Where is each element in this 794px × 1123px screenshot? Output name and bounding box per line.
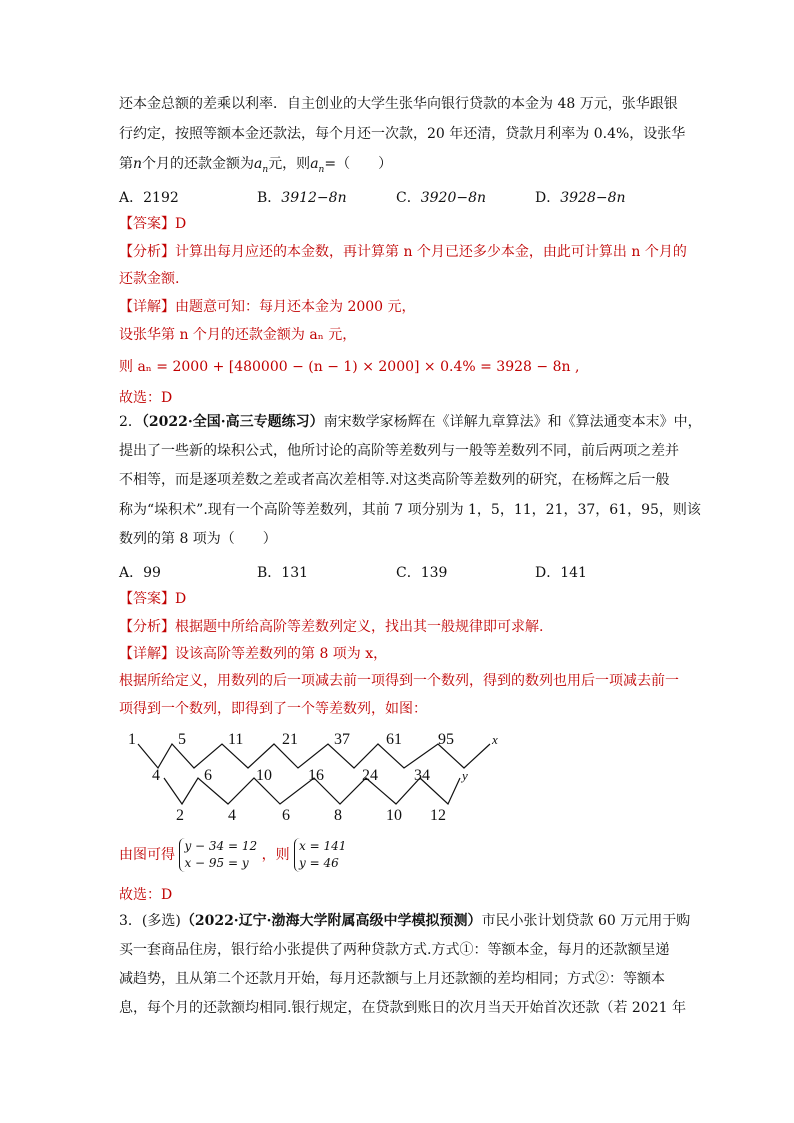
diagram-row1-term-1: 5 (178, 731, 186, 748)
q1-answer: 【答案】D (119, 216, 187, 232)
diagram-row2-term-1: 6 (204, 767, 212, 784)
diagram-row1-term-7: x (492, 732, 498, 747)
diagram-row2-term-4: 24 (362, 767, 378, 784)
q1-detail-1: 【详解】由题意可知：每月还本金为 2000 元， (119, 299, 416, 315)
difference-diagram (118, 722, 508, 830)
diagram-row2-term-3: 16 (308, 767, 324, 784)
diagram-row1-term-6: 95 (438, 731, 454, 748)
q1-analysis-1: 【分析】计算出每月应还的本金数，再计算第 n 个月已还多少本金，由此可计算出 n 个月的 (119, 244, 687, 260)
diagram-row2-term-0: 4 (152, 767, 160, 784)
diagram-row3-term-2: 6 (282, 807, 290, 824)
q1-option-c: C．3920−8n (396, 190, 487, 206)
diagram-row2-term-6: y (462, 768, 468, 783)
q2-line-4: 称为“垛积术”.现有一个高阶等差数列，其前 7 项分别为 1，5，11，21，37，61，95，则该 (119, 502, 701, 518)
diagram-row3-term-5: 12 (430, 807, 446, 824)
diagram-row1-term-3: 21 (282, 731, 298, 748)
q3-line-1: 3．(多选)（2022·辽宁·渤海大学附属高级中学模拟预测）市民小张计划贷款 60 万元用于购 (119, 913, 691, 929)
q2-option-c: C．139 (396, 565, 448, 581)
diagram-row2-term-2: 10 (256, 767, 272, 784)
q1-line-3: 第n个月的还款金额为$a_n$元，则$a_n=$（ ） (119, 156, 393, 175)
diagram-row1-term-4: 37 (334, 731, 350, 748)
diagram-row1-term-2: 11 (228, 731, 244, 748)
diagram-row3-term-0: 2 (176, 807, 184, 824)
q1-line-1: 还本金总额的差乘以利率．自主创业的大学生张华向银行贷款的本金为 48 万元，张华跟银 (119, 96, 678, 112)
q2-line-1: 2．（2022·全国·高三专题练习）南宋数学家杨辉在《详解九章算法》和《算法通变本末》中， (119, 414, 702, 430)
diagram-row1-term-5: 61 (386, 731, 402, 748)
q2-line-5: 数列的第 8 项为（ ） (119, 531, 277, 547)
q2-option-b: B．131 (257, 565, 309, 581)
q1-line-2: 行约定，按照等额本金还款法，每个月还一次款，20 年还清，贷款月利率为 0.4%，设张华 (119, 126, 686, 142)
q2-detail-3: 项得到一个数列，即得到了一个等差数列，如图： (119, 701, 427, 717)
diagram-row3-term-1: 4 (228, 807, 236, 824)
q2-choose: 故选：D (119, 887, 173, 903)
q2-line-2: 提出了一些新的垛积公式，他所讨论的高阶等差数列与一般等差数列不同，前后两项之差并 (119, 443, 679, 459)
q1-analysis-2: 还款金额. (119, 271, 180, 287)
q2-analysis-1: 【分析】根据题中所给高阶等差数列定义，找出其一般规律即可求解. (119, 619, 544, 635)
q2-option-d: D．141 (535, 565, 587, 581)
q2-answer: 【答案】D (119, 591, 187, 607)
q1-option-d: D．3928−8n (535, 190, 626, 206)
q1-detail-2: 设张华第 n 个月的还款金额为 aₙ 元， (119, 327, 357, 343)
q2-option-a: A．99 (119, 565, 161, 581)
q3-line-2: 买一套商品住房，银行给小张提供了两种贷款方式.方式①：等额本金，每月的还款额呈递 (119, 942, 670, 958)
q1-option-a: A．2192 (119, 190, 179, 206)
q2-detail-1: 【详解】设该高阶等差数列的第 8 项为 x， (119, 646, 388, 662)
system-2: x = 141 y = 46 (294, 838, 346, 872)
diagram-row2-term-5: 34 (414, 767, 430, 784)
q2-detail-2: 根据所给定义，用数列的后一项减去前一项得到一个数列，得到的数列也用后一项减去前一 (119, 673, 679, 689)
q3-line-4: 息，每个月的还款额均相同.银行规定，在贷款到账日的次月当天开始首次还款（若 2021 年 (119, 1000, 686, 1016)
diagram-row3-term-3: 8 (334, 807, 342, 824)
diagram-row1-term-0: 1 (128, 731, 136, 748)
q3-line-3: 减趋势，且从第二个还款月开始，每月还款额与上月还款额的差均相同；方式②：等额本 (119, 971, 665, 987)
system-1: y − 34 = 12 x − 95 = y (179, 838, 257, 872)
q1-detail-3: 则 aₙ = 2000 + [480000 − (n − 1) × 2000] × 0.4% = 3928 − 8n , (119, 359, 580, 375)
q2-line-3: 不相等，而是逐项差数之差或者高次差相等.对这类高阶等差数列的研究，在杨辉之后一般 (119, 472, 670, 488)
q2-result: 由图可得 y − 34 = 12 x − 95 = y ，则 x = 141 y = 46 (119, 839, 347, 870)
q1-choose: 故选：D (119, 390, 173, 406)
q1-option-b: B．3912−8n (257, 190, 347, 206)
diagram-row3-term-4: 10 (386, 807, 402, 824)
